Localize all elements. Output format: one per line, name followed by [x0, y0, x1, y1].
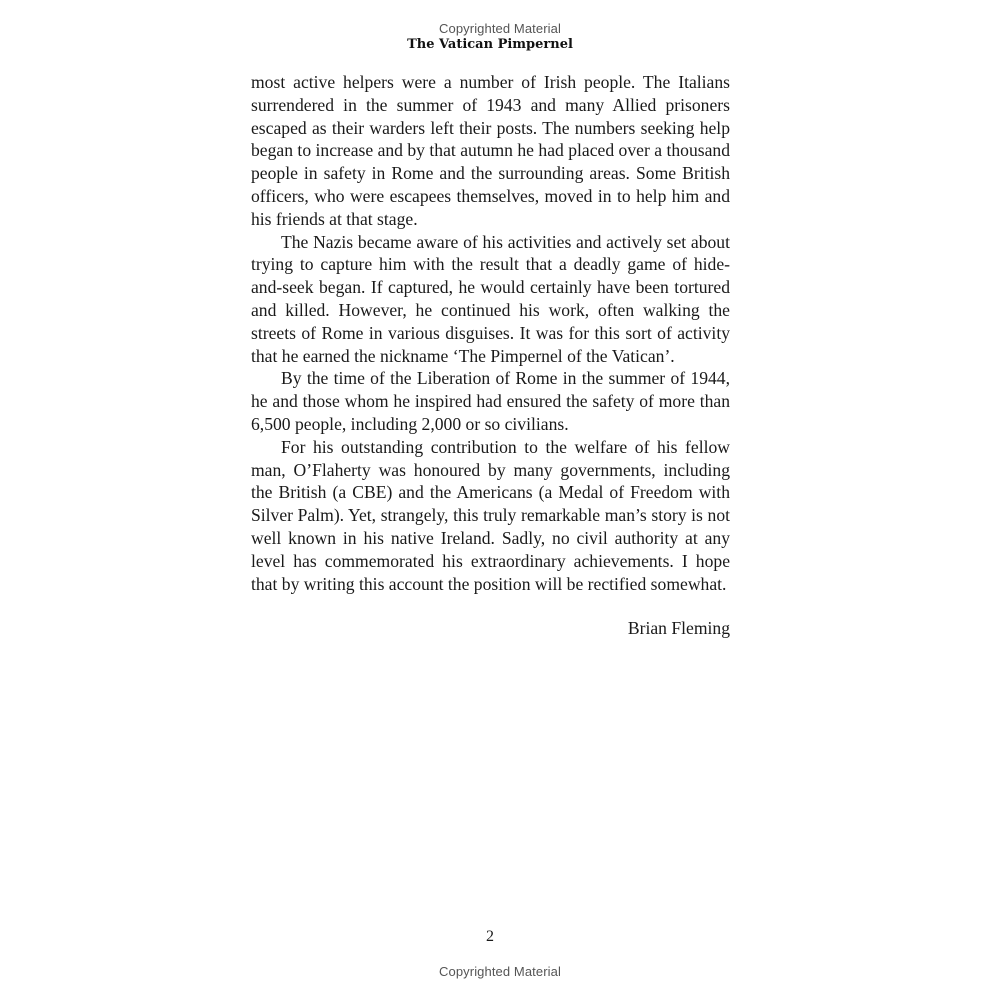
- page-number: 2: [486, 928, 494, 945]
- copyright-notice-bottom: Copyrighted Material: [439, 964, 561, 979]
- author-signature: Brian Fleming: [627, 618, 730, 639]
- paragraph-4: For his outstanding contribution to the welfare of his fellow man, O’Flaherty was honoured by many governments, including the British (a CBE) and the Americans (a Medal of Freedom with Silver Palm). Yet, strangely, this truly remarkable man’s story is not well known in his native Ireland. Sadly, no civil authority at any level has commemorated his extraordinary achievements. I hope that by writing this account the position will be rectified somewhat.: [251, 436, 730, 594]
- paragraph-3: By the time of the Liberation of Rome in the summer of 1944, he and those whom he inspired had ensured the safety of more than 6,500 people, including 2,000 or so civilians.: [251, 368, 730, 434]
- copyright-notice-top: Copyrighted Material: [439, 21, 561, 36]
- body-text: [251, 71, 730, 640]
- paragraph-1: most active helpers were a number of Irish people. The Italians surrendered in the summer of 1943 and many Allied prisoners escaped as their warders left their posts. The numbers seeking help began to increase and by that autumn he had placed over a thousand people in safety in Rome and the surrounding areas. Some British officers, who were escapees themselves, moved in to help him and his friends at that stage.: [251, 72, 730, 229]
- paragraph-2: The Nazis became aware of his activities and actively set about trying to capture him with the result that a deadly game of hide-and-seek began. If captured, he would certainly have been tortured and killed. However, he continued his work, often walking the streets of Rome in various disguises. It was for this sort of activity that he earned the nickname ‘The Pimpernel of the Vatican’.: [251, 231, 730, 366]
- running-head-title: The Vatican Pimpernel: [407, 37, 573, 52]
